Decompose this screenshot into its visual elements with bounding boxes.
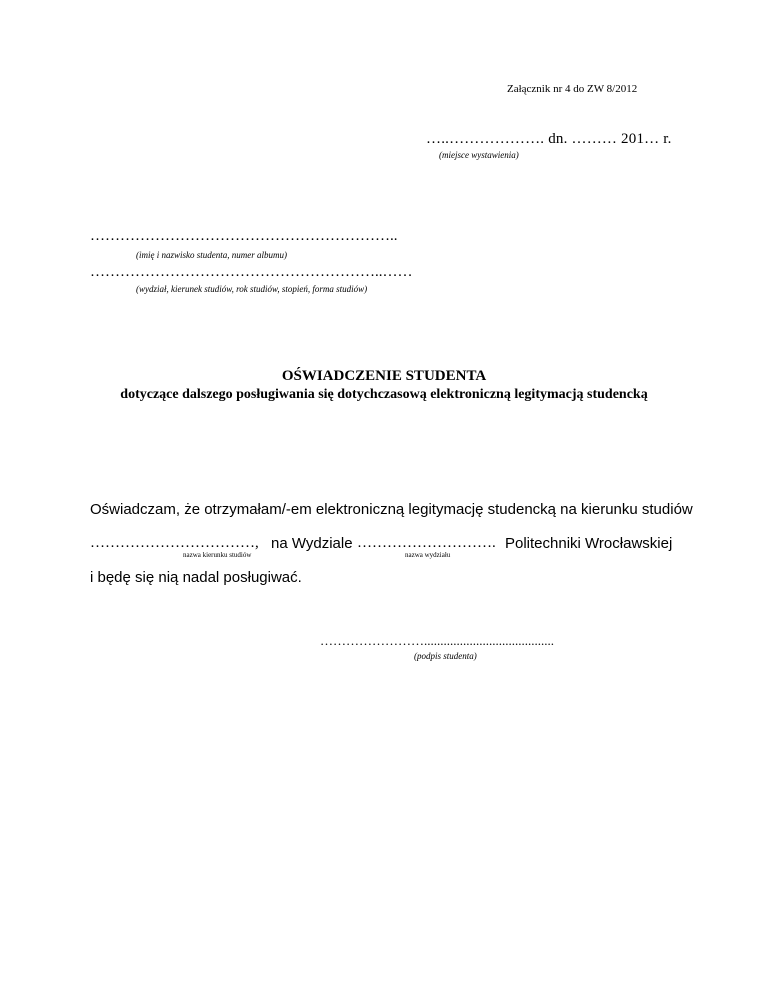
declaration-text: Oświadczam, że otrzymałam/-em elektroniczną legitymację studencką na kierunku studiów xyxy=(90,501,693,518)
major-field: ……………………………, xyxy=(90,535,259,551)
university-name-text: Politechniki Wrocławskiej xyxy=(505,535,673,552)
faculty-label-text: na Wydziale xyxy=(271,535,353,552)
document-subtitle: dotyczące dalszego posługiwania się dotychczasową elektroniczną legitymacją studencką xyxy=(120,387,648,402)
place-caption: (miejsce wystawienia) xyxy=(439,150,519,160)
signature-caption: (podpis studenta) xyxy=(414,651,477,661)
faculty-details-field: …………………………………………………..…… xyxy=(90,264,413,280)
signature-field: ……………………........................................ xyxy=(320,633,554,648)
faculty-details-caption: (wydział, kierunek studiów, rok studiów, stopień, forma studiów) xyxy=(136,284,368,294)
department-field: ………………………. xyxy=(357,535,496,551)
place-date-field: …..………………. dn. ……… 201… r. xyxy=(426,131,672,147)
attachment-note: Załącznik nr 4 do ZW 8/2012 xyxy=(507,83,638,95)
usage-statement-text: i będę się nią nadal posługiwać. xyxy=(90,569,302,586)
student-name-field: …………………………………………………….. xyxy=(90,228,398,244)
student-name-caption: (imię i nazwisko studenta, numer albumu) xyxy=(136,250,287,260)
major-caption: nazwa kierunku studiów xyxy=(183,551,252,559)
department-caption: nazwa wydziału xyxy=(405,551,451,559)
document-title: OŚWIADCZENIE STUDENTA xyxy=(281,368,487,384)
